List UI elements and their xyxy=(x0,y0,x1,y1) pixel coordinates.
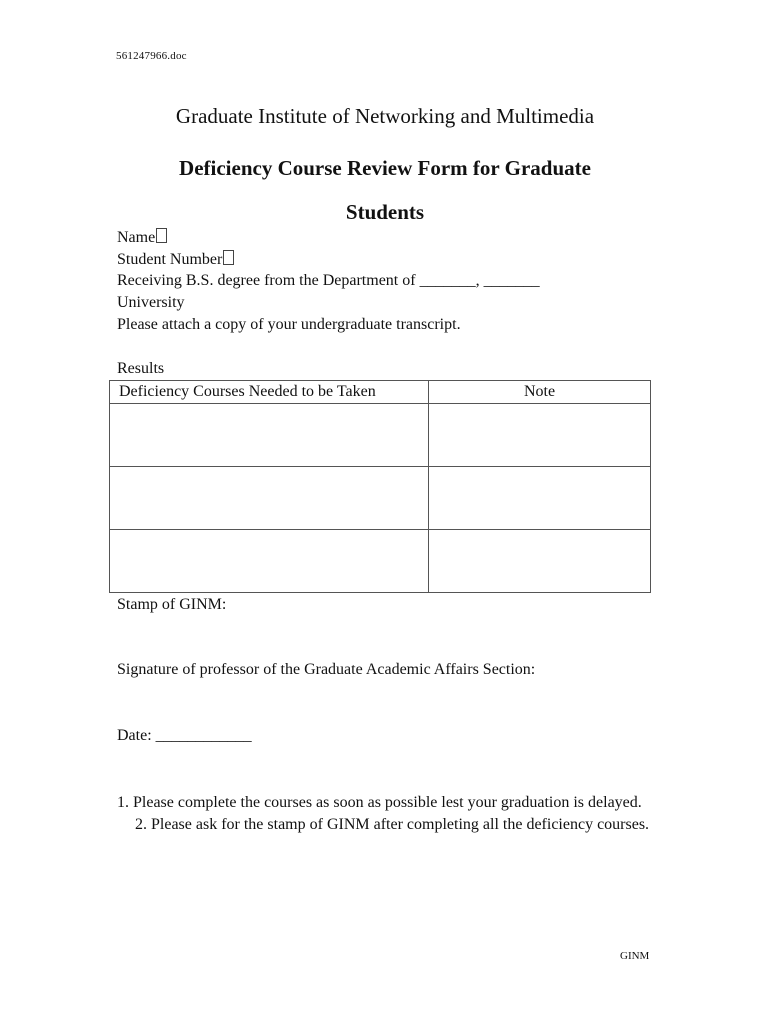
signature-label: Signature of professor of the Graduate Academic Affairs Section: xyxy=(117,661,536,678)
document-filename: 561247966.doc xyxy=(116,50,187,62)
transcript-note: Please attach a copy of your undergraduate transcript. xyxy=(117,316,461,333)
colon-placeholder-icon xyxy=(223,250,234,265)
course-cell[interactable] xyxy=(110,404,429,467)
form-title-line-2: Students xyxy=(345,200,425,224)
form-title xyxy=(130,146,640,234)
instructions-list xyxy=(117,792,657,836)
course-cell[interactable] xyxy=(110,530,429,593)
form-title-line-1: Deficiency Course Review Form for Graduate xyxy=(179,156,591,180)
results-table xyxy=(109,380,651,593)
column-header-note: Note xyxy=(429,381,651,404)
note-cell[interactable] xyxy=(429,530,651,593)
column-header-courses: Deficiency Courses Needed to be Taken xyxy=(110,381,429,404)
note-cell[interactable] xyxy=(429,467,651,530)
course-cell[interactable] xyxy=(110,467,429,530)
name-label: Name xyxy=(117,229,156,246)
institute-name: Graduate Institute of Networking and Multimedia xyxy=(175,104,595,128)
instruction-item-2: 2. Please ask for the stamp of GINM after completing all the deficiency courses. xyxy=(135,816,650,833)
stamp-label: Stamp of GINM: xyxy=(117,596,227,613)
student-number-label: Student Number xyxy=(117,251,223,268)
note-cell[interactable] xyxy=(429,404,651,467)
name-field xyxy=(117,228,167,247)
table-header-row xyxy=(110,381,651,404)
student-number-field xyxy=(117,250,234,269)
university-line: University xyxy=(117,294,185,311)
colon-placeholder-icon xyxy=(156,228,167,243)
table-row xyxy=(110,404,651,467)
footer-text: GINM xyxy=(620,950,650,962)
results-label: Results xyxy=(117,360,165,377)
table-row xyxy=(110,530,651,593)
date-label: Date: ____________ xyxy=(117,727,252,744)
degree-line: Receiving B.S. degree from the Department of _______, _______ xyxy=(117,272,540,289)
instruction-item-1: 1. Please complete the courses as soon as possible lest your graduation is delayed. xyxy=(117,794,642,811)
table-row xyxy=(110,467,651,530)
